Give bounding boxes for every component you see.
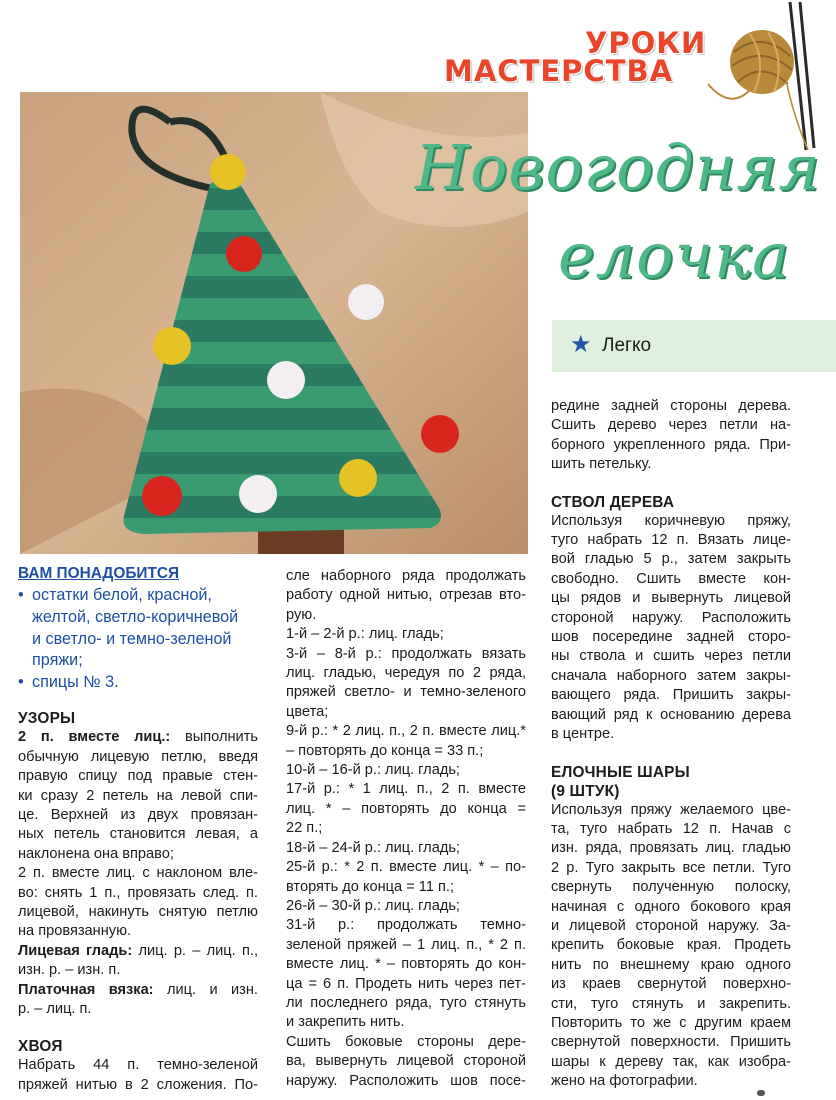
article-title-line2: елочка [558, 219, 791, 292]
column-3: редине задней стороны дерева. Сшить дерево через петли на- борного укрепленного ряда. При- шить петельку. СТВОЛ ДЕРЕВА Используя коричневую пряжу, туго набрать 12 п. Вязать лице- вой гладью 5 р., затем закрыть свободно. Сшить вместе кон- цы рядов и вывернуть лицевой стороной наружу. Расположить шов посередине задней сторо- ны ствола и сшить через петли сначала наборного затем закры- вающего ряда. Пришить закры- вающий ряд к основанию дерева в центре. ЕЛОЧНЫЕ ШАРЫ (9 ШТУК) Используя пряжу желаемого цве- та, туго набрать 12 п. Начав с изн. ряда, провязать лиц. гладью 2 р. Туго закрыть все петли. Туго свернуть полученную полоску, начиная с одного бокового края и лицевой стороной наружу. За- крепить боковые края. Продеть нить по внешнему краю одного из краев свернутой поверхно- сти, туго стянуть и закрепить. Повторить то же с другим краем свернутой поверхности. Пришить шары к дереву так, как изобра- жено на фотографии. [551, 398, 791, 1090]
balls-heading-count: (9 ШТУК) [551, 782, 620, 800]
difficulty-bar [552, 320, 836, 372]
difficulty-label: Легко [602, 335, 652, 356]
pattern-3: Лицевая гладь: лиц. р. – лиц. п., изн. р. – изн. п. [18, 942, 259, 979]
pattern-4: Платочная вязка: лиц. и изн. р. – лиц. п. [18, 981, 258, 1018]
column-1: ВАМ ПОНАДОБИТСЯ • остатки белой, красной, желтой, светло-коричневой и светло- и темно-зеленой пряжи; • спицы № 3. УЗОРЫ 2 п. вместе лиц.: выполнить обычную лицевую петлю, введя правую спицу под правые стен- ки сразу 2 петель на левой спи- це. Верхней из двух провязан- ных петель становится левая, а наклонена она вправо; 2 п. вместе лиц. с наклоном вле- во: снять 1 п., провязать след. п. лицевой, накинуть снятую петлю на провязанную. Лицевая гладь: лиц. р. – лиц. п., изн. р. – изн. п. Платочная вязка: лиц. и изн. р. – лиц. п. ХВОЯ Набрать 44 п. темно-зеленой пряжей нитью в 2 сложения. По- [18, 565, 259, 1093]
trunk-heading: СТВОЛ ДЕРЕВА [551, 493, 675, 511]
star-icon: ★ [570, 331, 592, 358]
patterns-heading: УЗОРЫ [18, 710, 76, 728]
page-mark [757, 1090, 765, 1096]
materials-heading: ВАМ ПОНАДОБИТСЯ [18, 565, 180, 582]
balls-heading: ЕЛОЧНЫЕ ШАРЫ [551, 763, 690, 781]
list-item: • остатки белой, красной, желтой, светло-коричневой и светло- и темно-зеленой пряжи; [18, 586, 239, 670]
materials-list [18, 585, 258, 693]
article-title-line1: Новогодняя [415, 131, 821, 204]
column-2: сле наборного ряда продолжать работу одной нитью, отрезав вто- рую. 1-й – 2-й р.: лиц. гладь; 3-й – 8-й р.: продолжать вязать лиц. гладью, чередуя по 2 ряда, пряжей светло- и темно-зеленого цвета; 9-й р.: * 2 лиц. п., 2 п. вместе лиц.* – повторять до конца = 33 п.; 10-й – 16-й р.: лиц. гладь; 17-й р.: * 1 лиц. п., 2 п. вместе лиц. * – повторять до конца = 22 п.; 18-й – 24-й р.: лиц. гладь; 25-й р.: * 2 п. вместе лиц. * – по- вторять до конца = 11 п.; 26-й – 30-й р.: лиц. гладь; 31-й р.: продолжать темно- зеленой пряжей – 1 лиц. п., * 2 п. вместе лиц. * – повторять до кон- ца = 6 п. Продеть нить через пет- ли последнего ряда, туго стянуть и закрепить нить. Сшить боковые стороны дере- ва, вывернуть лицевой стороной наружу. Расположить шов посе- [286, 568, 526, 1089]
list-item: • спицы № 3. [18, 672, 119, 691]
pattern-2: 2 п. вместе лиц. с наклоном вле- во: снять 1 п., провязать след. п. лицевой, накинуть снятую петлю на провязанную. [18, 865, 258, 940]
brand-line-uroki: УРОКИ [585, 26, 707, 60]
brand-line-masterstva: МАСТЕРСТВА [444, 54, 674, 88]
needles-heading: ХВОЯ [18, 1038, 63, 1056]
pattern-1: 2 п. вместе лиц.: выполнить обычную лицевую петлю, введя правую спицу под правые стен- ки сразу 2 петель на левой спи- це. Верхней из двух провязан- ных петель становится левая, а наклонена она вправо; [18, 729, 258, 862]
